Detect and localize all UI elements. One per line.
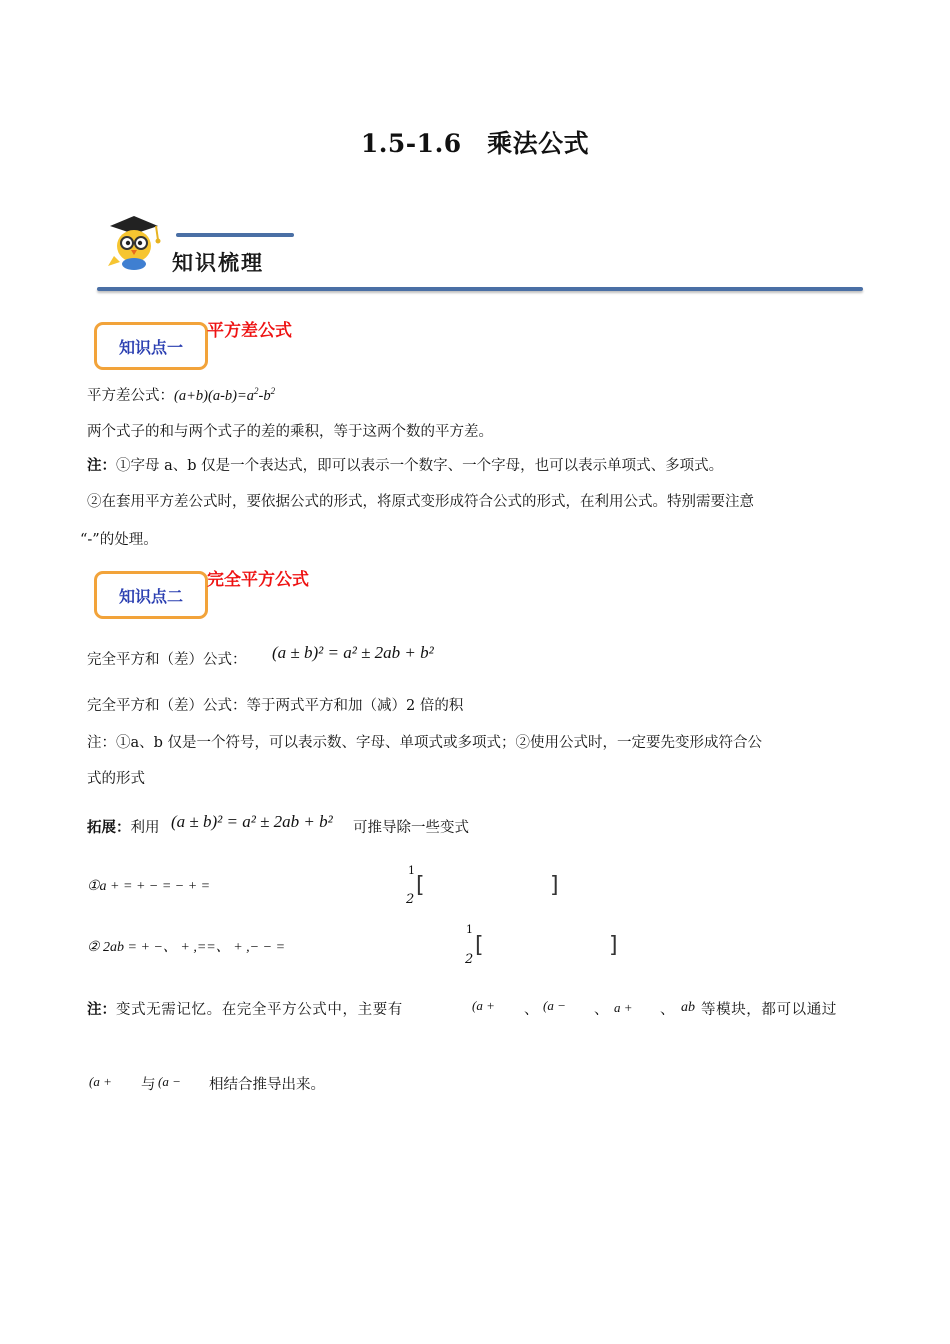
ext-label: 拓展：	[87, 819, 131, 836]
module-ab: ab	[681, 1000, 695, 1015]
note3-text: 变式无需记忆。在完全平方公式中，主要有	[116, 1002, 403, 1018]
variant-1: ①a + = + − = − + =	[87, 879, 211, 894]
knowledge-point-1-box: 知识点一	[94, 322, 208, 370]
knowledge-point-1-heading: 平方差公式	[207, 321, 292, 341]
note3-label: 注：	[87, 1001, 116, 1018]
banner-divider	[97, 287, 863, 291]
extension-formula: (a ± b)² = a² ± 2ab + b²	[171, 812, 333, 831]
page-title: 1.5-1.6 乘法公式	[360, 129, 590, 158]
sep-2: 、	[594, 1002, 609, 1018]
kp1-note1	[87, 456, 723, 476]
note-text: ①字母 a、b 仅是一个表达式，即可以表示一个数字、一个字母，也可以表示单项式、多项式。	[116, 458, 724, 474]
ext-pre: 利用	[130, 820, 160, 836]
extension-label	[87, 818, 160, 838]
knowledge-point-2-heading: 完全平方公式	[207, 570, 309, 590]
kp2-note1: 注：①a、b 仅是一个符号，可以表示数、字母、单项式或多项式；②使用公式时，一定要先变形成符合公	[87, 735, 763, 751]
note-label: 注：	[87, 457, 116, 474]
kp1-note3: “-”的处理。	[80, 532, 158, 548]
module-a-plus-b: a +	[614, 1000, 633, 1015]
kp1-line1: 两个式子的和与两个式子的差的乘积，等于这两个数的平方差。	[87, 424, 493, 440]
half-numerator-2: 1	[466, 923, 473, 936]
note3-tail: 等模块，都可以通过	[701, 1002, 837, 1018]
module-a-plus: (a +	[472, 998, 495, 1013]
last-text: 相结合推导出来。	[209, 1077, 325, 1093]
knowledge-point-2-box: 知识点二	[94, 571, 208, 619]
last-a-plus: (a +	[89, 1074, 112, 1089]
section-banner: 知识梳理	[172, 251, 264, 275]
perfect-square-formula-label: 完全平方和（差）公式：	[87, 652, 247, 668]
kp1-note2: ②在套用平方差公式时，要依据公式的形式，将原式变形成符合公式的形式，在利用公式。特别需要注意	[87, 494, 754, 510]
last-with: 与	[141, 1077, 156, 1093]
bracket-left-2: [	[475, 933, 484, 958]
formula-expression: $(a+b)(a-b)=a^2-b^2$	[174, 386, 276, 404]
bracket-left-1: [	[416, 873, 425, 898]
bracket-right-1: ]	[550, 873, 559, 898]
banner-top-bar	[176, 233, 294, 237]
formula-label: 平方差公式：	[87, 388, 174, 404]
half-denominator-1: 2	[406, 892, 415, 907]
last-a-minus: (a −	[158, 1074, 181, 1089]
bracket-right-2: ]	[609, 933, 618, 958]
mascot-bird-icon	[104, 210, 162, 272]
half-numerator-1: 1	[408, 864, 415, 877]
kp2-line1: 完全平方和（差）公式：等于两式平方和加（减）2 倍的积	[87, 698, 464, 714]
extension-text: 可推导除一些变式	[353, 820, 469, 836]
variant-2: ② 2ab = + −、 + ,==、 + ,− − =	[87, 940, 286, 955]
module-a-minus: (a −	[543, 998, 566, 1013]
sep-3: 、	[660, 1002, 675, 1018]
difference-of-squares-formula	[87, 386, 275, 406]
kp2-note3	[87, 1000, 403, 1020]
sep-1: 、	[524, 1002, 539, 1018]
half-denominator-2: 2	[465, 952, 474, 967]
perfect-square-formula: (a ± b)² = a² ± 2ab + b²	[272, 643, 434, 662]
kp2-note2: 式的形式	[87, 771, 145, 787]
